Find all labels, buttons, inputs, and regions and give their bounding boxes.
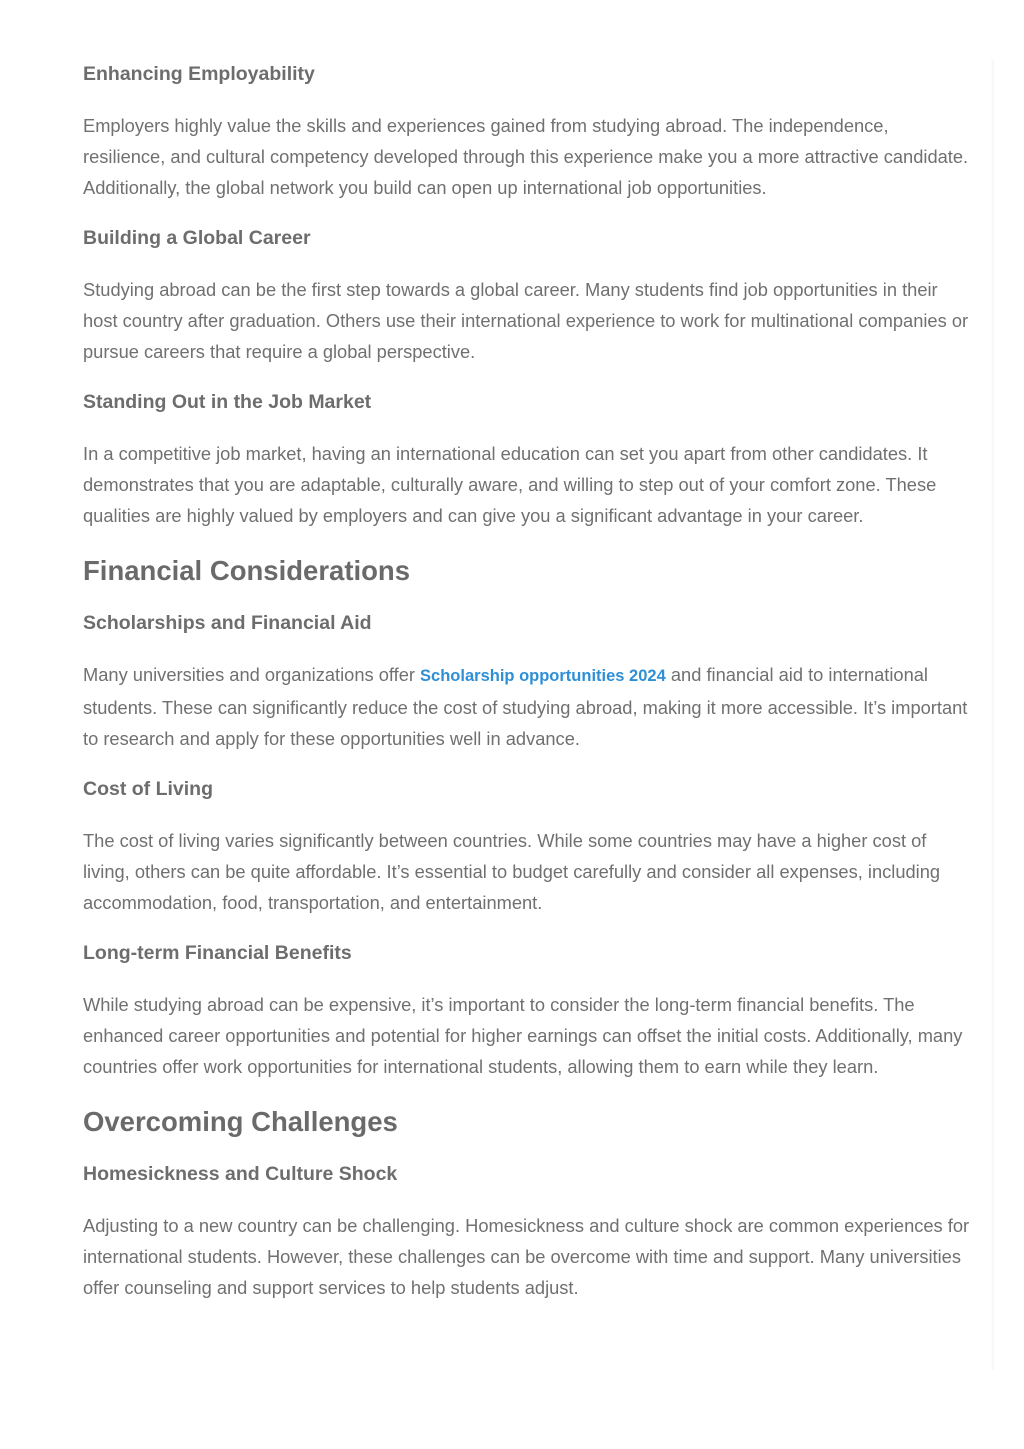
paragraph-long-term-benefits: While studying abroad can be expensive, it’s important to consider the long-term financial benefits. The enhanced career opportunities and potential for higher earnings can offset the initial costs. Additionally, many countries offer work opportunities for international students, allowing them to earn while they learn. <box>83 994 963 1077</box>
paragraph-cost-of-living: The cost of living varies significantly between countries. While some countries may have a higher cost of living, others can be quite affordable. It’s essential to budget carefully and consider all expenses, including accommodation, food, transportation, and entertainment. <box>83 830 941 913</box>
heading-standing-out: Standing Out in the Job Market <box>83 391 372 413</box>
heading-building-global-career: Building a Global Career <box>83 227 311 249</box>
heading-enhancing-employability: Enhancing Employability <box>83 63 315 85</box>
heading-cost-of-living: Cost of Living <box>83 778 213 800</box>
heading-scholarships: Scholarships and Financial Aid <box>83 612 372 634</box>
scholarship-opportunities-link[interactable]: Scholarship opportunities 2024 <box>420 667 666 685</box>
scholarships-text-before: Many universities and organizations offer <box>83 664 421 685</box>
section-title-overcoming-challenges: Overcoming Challenges <box>83 1106 398 1137</box>
scholarships-text-after: and financial aid to international students. These can significantly reduce the cost of studying abroad, making it more accessible. It’s important to research and apply for these opportunities well in advance. <box>83 664 968 749</box>
heading-long-term-benefits: Long-term Financial Benefits <box>83 942 352 964</box>
paragraph-job-market: In a competitive job market, having an international education can set you apart from other candidates. It demonstrates that you are adaptable, culturally aware, and willing to step out of your comfort zone. These qualities are highly valued by employers and can give you a significant advantage in your career. <box>83 443 937 526</box>
paragraph-global-career: Studying abroad can be the first step towards a global career. Many students find job opportunities in their host country after graduation. Others use their international experience to work for multinational companies or pursue careers that require a global perspective. <box>83 279 969 362</box>
paragraph-scholarships <box>83 659 975 754</box>
page-edge-shadow <box>990 60 994 1370</box>
article-content <box>83 58 975 1303</box>
paragraph-homesickness: Adjusting to a new country can be challenging. Homesickness and culture shock are common experiences for international students. However, these challenges can be overcome with time and support. Many universities offer counseling and support services to help students adjust. <box>83 1215 970 1298</box>
heading-homesickness: Homesickness and Culture Shock <box>83 1163 398 1185</box>
paragraph-employability: Employers highly value the skills and experiences gained from studying abroad. The independence, resilience, and cultural competency developed through this experience make you a more attractive candidate. Additionally, the global network you build can open up international job opportunities. <box>83 115 969 198</box>
section-title-financial-considerations: Financial Considerations <box>83 555 411 586</box>
